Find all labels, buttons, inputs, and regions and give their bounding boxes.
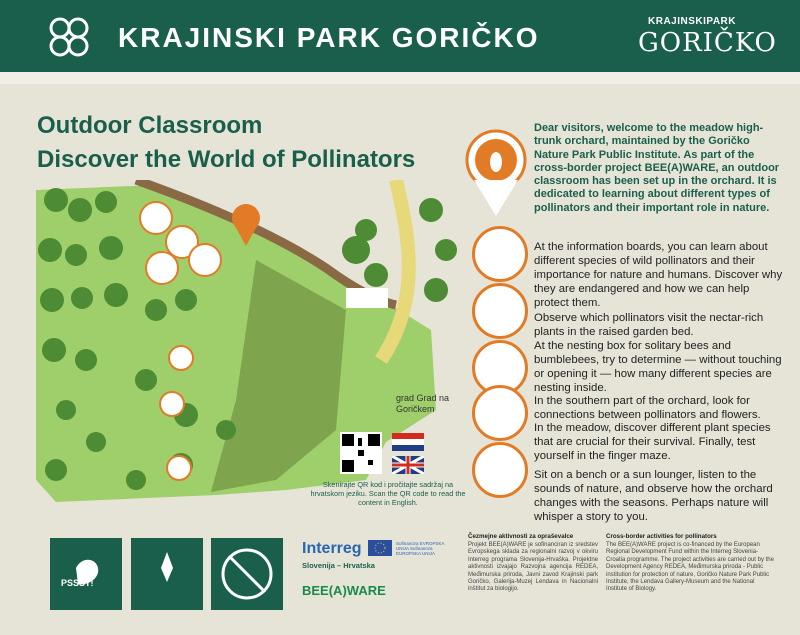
paragraph-connections: In the southern part of the orchard, look for connections between pollinators and flowers. — [534, 395, 761, 421]
heading-line-1: Outdoor Classroom — [37, 112, 263, 139]
book-icon — [472, 226, 528, 282]
paragraph-garden-bed: Observe which pollinators visit the nectar-rich plants in the raised garden bed. — [534, 312, 764, 338]
eu-flag-icon — [368, 540, 392, 556]
pssst-label: PSSST! — [61, 578, 94, 588]
interreg-region: Slovenija – Hrvatska — [302, 561, 375, 570]
intro-text: Dear visitors, welcome to the meadow high-trunk orchard, maintained by the Goričko Nature Park Public Institute. As part of the cross-border project BEE(A)WARE, an outdoor classroom has been set up in the orchard. It is dedicated to learning about different types of pollinators and their important role in nature. — [534, 122, 780, 214]
crossborder-body-sl: Projekt BEE(A)WARE je sofinanciran iz sredstev Evropskega sklada za regionalni razvoj v okviru Interreg programa Slovenija-Hrvaška. Projektne aktivnosti izvajajo Razvojna agencija REDEA, Međimurska priroda, Javni zavod Krajinski park Goričko, Galerija-Muzej Lendava in Nacionalni inštitut za biologijo. — [468, 542, 598, 593]
no-spraying-icon — [211, 538, 283, 610]
heading-line-2: Discover the World of Pollinators — [37, 146, 416, 173]
eu-cofunding-label: Sofinancira EVROPSKA UNIJA Sufinancira EUROPSKA UNIJA — [396, 541, 445, 556]
crossborder-title-sl: Čezmejne aktivnosti za opraševalce — [468, 533, 574, 540]
qr-code[interactable] — [340, 432, 382, 474]
magnifier-question-icon — [472, 385, 528, 441]
interreg-logo: Interreg — [302, 540, 362, 557]
road-label: grad Grad na Goričkem — [396, 393, 450, 414]
crossborder-body-en: The BEE(A)WARE project is co-financed by the European Regional Development Fund within the Interreg Slovenia-Croatia programme. The project activities are carried out by the Development Agency REDEA, Međimurska priroda - Public institution for protection of nature, Goričko Nature Park Public Institute, the Lendava Gallery-Museum and the National Institute of Biology. — [606, 542, 774, 593]
croatia-flag-icon — [392, 433, 424, 451]
beeaware-logo: BEE(A)WARE — [302, 583, 386, 598]
qr-instructions: Skenirajte QR kod i pročitajte sadržaj na hrvatskom jeziku. Scan the QR code to read the content in English. — [310, 480, 466, 507]
bench-icon — [472, 442, 528, 498]
logo-big-text: GORIČKO — [638, 28, 777, 58]
no-picking-flowers-icon — [131, 538, 203, 610]
crossborder-title-en: Cross-border activities for pollinators — [606, 533, 717, 540]
uk-flag-icon — [392, 456, 424, 474]
notice-no-spraying — [211, 538, 283, 610]
clover-logo-icon — [46, 14, 92, 60]
header-divider — [0, 72, 800, 84]
flower-icon — [472, 283, 528, 339]
paragraph-meadow: In the meadow, discover different plant species that are crucial for their survival. Finally, test yourself in the finger maze. — [534, 422, 771, 462]
notice-quiet — [50, 538, 122, 610]
bird-icon — [50, 538, 122, 610]
paragraph-info-boards: At the information boards, you can learn about different species of wild pollinators and their importance for nature and humans. Discover why they are endangered and how we can help protect them. — [534, 241, 783, 309]
paragraph-nesting-box: At the nesting box for solitary bees and bumblebees, try to determine — without touching or opening it — how many different species are nesting inside. — [534, 340, 782, 394]
bee-pin-icon — [464, 128, 528, 218]
notice-no-picking — [131, 538, 203, 610]
logo-small-text: KRAJINSKIPARK — [648, 16, 736, 27]
park-title: KRAJINSKI PARK GORIČKO — [118, 22, 540, 53]
paragraph-bench: Sit on a bench or a sun lounger, listen to the sounds of nature, and observe how the orchard changes with the seasons. Perhaps nature will whisper a story to you. — [534, 469, 773, 523]
